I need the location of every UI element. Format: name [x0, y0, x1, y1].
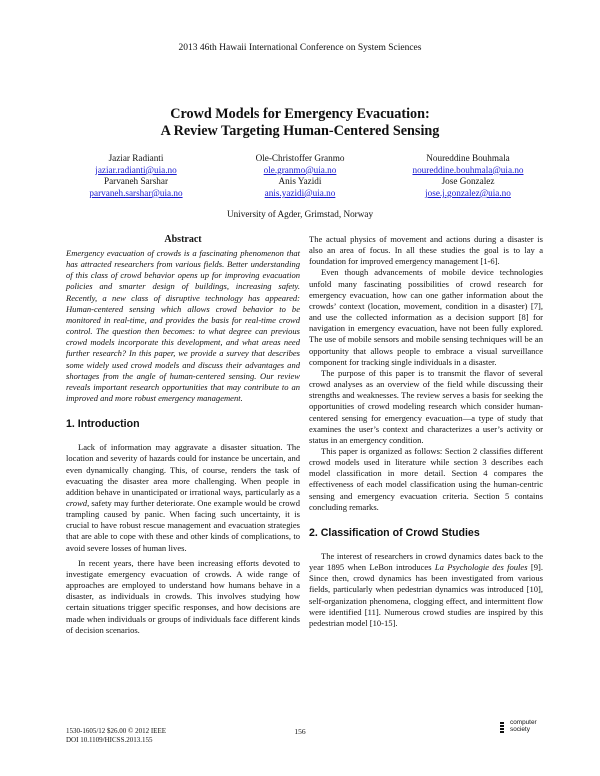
author-email-link[interactable]: jose.j.gonzalez@uia.no [425, 187, 511, 198]
computer-society-logo [500, 720, 548, 740]
section-2-heading: 2. Classification of Crowd Studies [309, 526, 480, 539]
intro-paragraph-2: In recent years, there have been increasing efforts devoted to investigate emergency evacuation of crowds. A wide range of approaches are employed to understand how humans behave in a disaster, as individuals in crowds. This involves studying how certain situations trigger specific responses, and how decisions are made when individuals or groups of individuals face different kinds of decision scenarios. [66, 557, 300, 635]
affiliation: University of Agder, Grimstad, Norway [226, 209, 374, 219]
author-column-2 [225, 153, 375, 199]
author-name: Jose Gonzalez [441, 176, 495, 187]
author-column-3 [388, 153, 548, 199]
author-email-link[interactable]: jaziar.radianti@uia.no [95, 164, 177, 175]
title-line-1: Crowd Models for Emergency Evacuation: [170, 106, 430, 122]
author-name: Anis Yazidi [278, 176, 322, 187]
body-paragraph: Even though advancements of mobile device technologies unfold many fascinating possibilities of crowd research for emergency evacuation, how can one gather information about the crowds’ context (location, movement, condition in a disaster) [7], and use the collected information as a decision support [8] for navigation in emergency evacuation, have not been fully explored. The use of mobile sensors and mobile sensing techniques will be an opportunity that allows people to embrace a visual surveillance component for tracking single individuals in a disaster. [309, 267, 543, 367]
body-paragraph: The purpose of this paper is to transmit the flavor of several crowd analyses as an overview of the field while discussing their strengths and weaknesses. The review serves a basis for seeking the opportunities of crowd modeling research which consider human-centered sensing for emergency evacuation—a type of study that examines the user’s context and characterizes a user’s activity or status in an emergency condition. [309, 367, 543, 445]
author-email-link[interactable]: ole.granmo@uia.no [263, 164, 337, 175]
section-2-paragraph: The interest of researchers in crowd dynamics dates back to the year 1895 when LeBon introduces La Psychologie des foules [9]. Since then, crowd dynamics has been investigated from various fields, particularly when pedestrian dynamics was introduced [10], self-organization phenomena, clogging effect, and intermittent flow were identified [11]. Numerous crowd studies are inspired by this pedestrian model [10-15]. [309, 550, 543, 628]
paper-title [0, 106, 600, 140]
footer-doi: DOI 10.1109/HICSS.2013.155 [66, 736, 153, 744]
page-number: 156 [294, 727, 306, 736]
author-name: Ole-Christoffer Granmo [255, 153, 345, 163]
left-column [66, 234, 300, 636]
right-column [309, 234, 543, 629]
author-column-1 [66, 153, 206, 199]
abstract-heading: Abstract [164, 234, 202, 245]
body-paragraph: The actual physics of movement and actions during a disaster is also an area of focus. In all these studies the goal is to lay a foundation for improved emergency management [1-6]. [309, 234, 543, 267]
introduction-heading: 1. Introduction [66, 418, 140, 431]
author-email-link[interactable]: noureddine.bouhmala@uia.no [412, 164, 524, 175]
body-paragraph: This paper is organized as follows: Section 2 classifies different crowd models used in literature while section 3 describes each model classification in more detail. Section 4 compares the effectiveness of each model classification using the human-centric sensing and emergency evacuation criteria. Section 5 contains concluding remarks. [309, 445, 543, 512]
author-name: Noureddine Bouhmala [426, 153, 510, 163]
intro-paragraph-1: Lack of information may aggravate a disaster situation. The location and severity of hazards could for instance be uncertain, and even dynamically changing. This, of course, renders the task of evacuating the disaster area more challenging. When people in addition behave in unanticipated or irrational ways, particularly as a crowd, safety may further deteriorate. One example would be crowd trampling caused by panic. When facing such uncertainty, it is crucial to have robust rescue management and evacuation strategies that are able to cope with these and other kinds of complications, to avoid severe losses of human lives. [66, 442, 300, 553]
footer-issn: 1530-1605/12 $26.00 © 2012 IEEE [66, 727, 167, 735]
logo-bars-icon [500, 722, 506, 735]
author-email-link[interactable]: anis.yazidi@uia.no [264, 187, 336, 198]
author-name: Parvaneh Sarshar [103, 176, 169, 187]
abstract-text: Emergency evacuation of crowds is a fascinating phenomenon that has attracted researchers from various fields. Better understanding of this class of crowd behavior opens up for improving evacuation policies and smarter design of buildings, increasing safety. Recently, a new class of disruptive technology has appeared: Human-centered sensing which allows crowd behavior to be monitored in real-time, and provides the basis for real-time crowd control. The question then becomes: to what degree can previous crowd models incorporate this development, and what areas need further research? In this paper, we provide a survey that describes some widely used crowd models and discuss their advantages and shortages from the angle of human-centered sensing. Our review reveals important research opportunities that may contribute to an improved and more robust emergency management. [66, 248, 300, 404]
conference-header: 2013 46th Hawaii International Conference on System Sciences [178, 43, 422, 53]
author-name: Jaziar Radianti [108, 153, 164, 163]
logo-text: computer society [510, 719, 537, 733]
title-line-2: A Review Targeting Human-Centered Sensing [160, 123, 440, 139]
author-email-link[interactable]: parvaneh.sarshar@uia.no [89, 187, 183, 198]
